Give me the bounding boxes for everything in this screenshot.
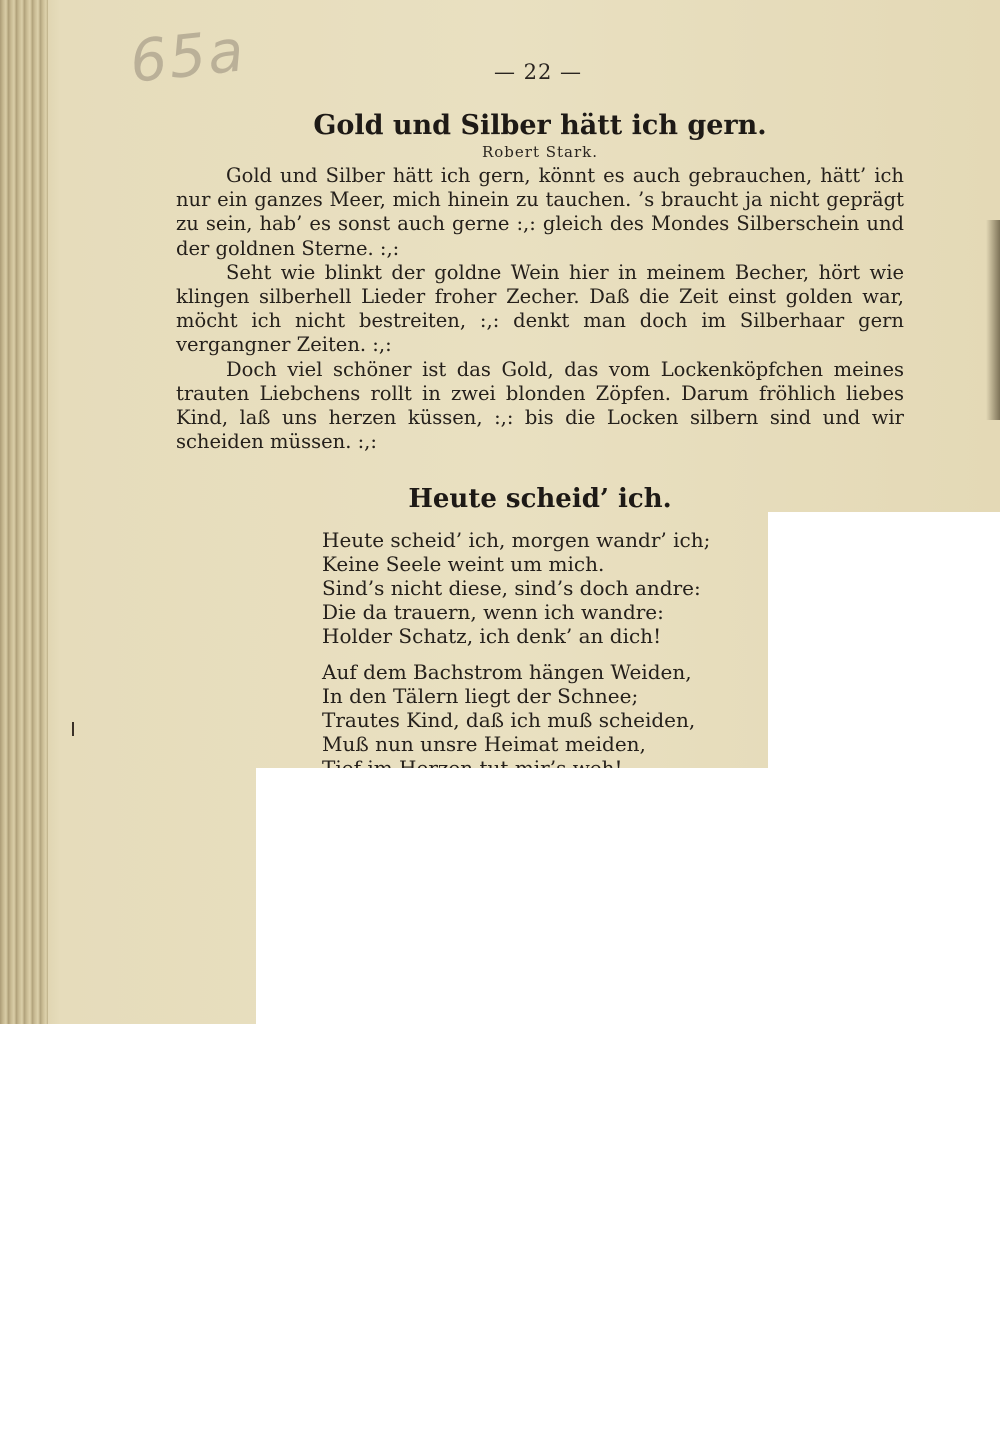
- verse-line: Holder Schatz, ich denk’ an dich!: [322, 624, 662, 648]
- stanza-2: [322, 660, 695, 780]
- verse-line: Auf dem Bachstrom hängen Weiden,: [322, 660, 692, 684]
- song-title-gold-und-silber: Gold und Silber hätt ich gern.: [313, 110, 767, 141]
- handwritten-page-note: 65a: [126, 16, 249, 96]
- verse-paragraph: Doch viel schöner ist das Gold, das vom Lockenköpfchen meines trauten Liebchens rollt in zwei blonden Zöpfen. Darum fröhlich liebes Kind, laß uns herzen küssen, :,: bis die Locken silbern sind und wir scheiden müssen. :,:: [176, 357, 904, 454]
- stray-ink-mark: [72, 722, 74, 736]
- verse-line: Heute scheid’ ich, morgen wandr’ ich;: [322, 528, 711, 552]
- verse-line: Sind’s nicht diese, sind’s doch andre:: [322, 576, 701, 600]
- song-text-gold-und-silber: [176, 164, 904, 454]
- verse-line: Muß nun unsre Heimat meiden,: [322, 732, 646, 756]
- page-stack-edges: [0, 0, 48, 1024]
- verse-line: Trautes Kind, daß ich muß scheiden,: [322, 708, 696, 732]
- verse-line: In den Tälern liegt der Schnee;: [322, 684, 639, 708]
- song-title-heute-scheid-ich: Heute scheid’ ich.: [408, 484, 672, 514]
- song-author: Robert Stark.: [481, 143, 599, 161]
- blank-mask-bottom: [256, 768, 768, 1024]
- verse-paragraph: Seht wie blinkt der goldne Wein hier in meinem Becher, hört wie klingen silberhell Lieder froher Zecher. Daß die Zeit einst golden war, möcht ich nicht bestreiten, :,: denkt man doch im Silberhaar gern vergangner Zeiten. :,:: [176, 260, 904, 357]
- verse-line: Die da trauern, wenn ich wandre:: [322, 600, 664, 624]
- blank-mask-right: [768, 512, 1000, 1024]
- page-number: — 22 —: [493, 60, 583, 84]
- verse-paragraph: Gold und Silber hätt ich gern, könnt es auch gebrauchen, hätt’ ich nur ein ganzes Meer, mich hinein zu tauchen. ’s braucht ja nicht geprägt zu sein, hab’ es sonst auch gerne :,: gleich des Mondes Silberschein und der goldnen Sterne. :,:: [176, 164, 904, 260]
- verse-line: Keine Seele weint um mich.: [322, 552, 605, 576]
- spine-shadow: [986, 220, 1000, 420]
- stanza-1: [322, 528, 710, 648]
